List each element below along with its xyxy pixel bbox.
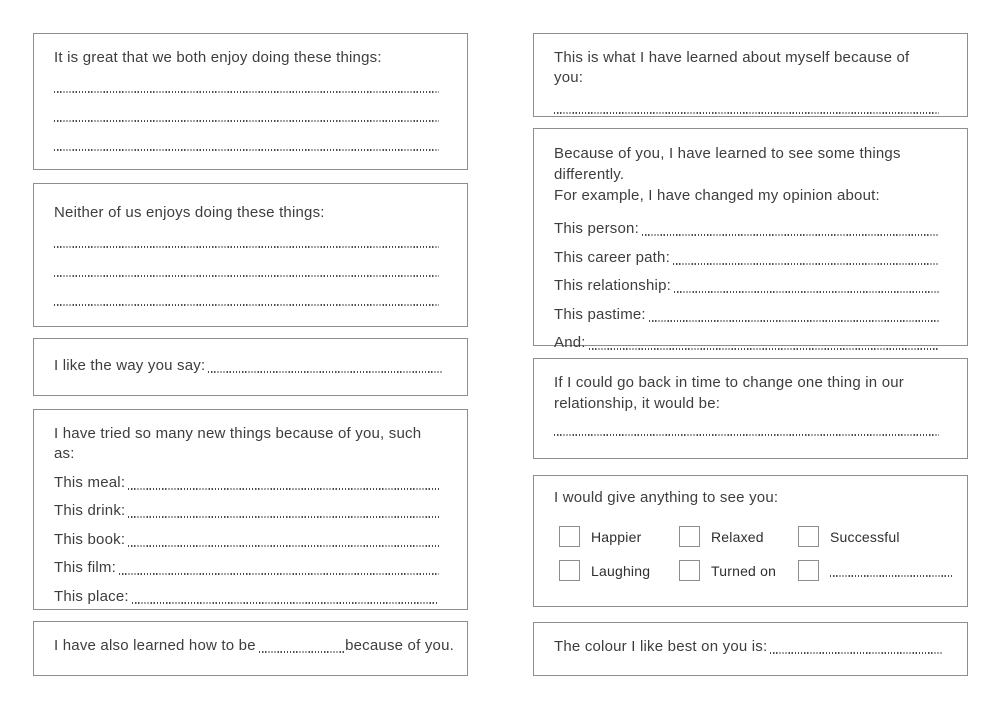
field-colour-best (554, 637, 942, 657)
options-grid (559, 526, 955, 581)
write-line[interactable] (589, 348, 939, 350)
checkbox-successful[interactable] (798, 526, 819, 547)
option-turned-on (679, 560, 798, 581)
write-line[interactable] (554, 112, 939, 114)
write-line[interactable] (649, 320, 939, 322)
option-relaxed (679, 526, 798, 547)
write-line[interactable] (132, 602, 439, 604)
option-happier (559, 526, 679, 547)
field-this-relationship (554, 276, 939, 296)
write-line[interactable] (54, 246, 439, 248)
write-line[interactable] (674, 291, 939, 293)
field-label: This meal: (54, 473, 126, 491)
checkbox-turned-on[interactable] (679, 560, 700, 581)
write-line[interactable] (554, 434, 939, 436)
prompt-go-back-in-time-line1: If I could go back in time to change one thing in our (554, 374, 904, 391)
option-other (798, 560, 955, 581)
field-this-drink (54, 501, 439, 521)
field-this-career-path (554, 248, 939, 268)
checkbox-laughing[interactable] (559, 560, 580, 581)
field-label: This pastime: (554, 305, 646, 323)
write-line[interactable] (54, 304, 439, 306)
prompt-learned-about-myself: This is what I have learned about myself because of you: (554, 49, 910, 86)
field-this-pastime (554, 305, 939, 325)
write-line[interactable] (54, 91, 439, 93)
prompt-colour-best: The colour I like best on you is: (554, 638, 768, 655)
prompt-give-anything: I would give anything to see you: (554, 489, 779, 506)
field-label: And: (554, 334, 586, 351)
field-this-meal (54, 473, 439, 493)
write-line[interactable] (642, 234, 939, 236)
field-this-book (54, 530, 439, 550)
field-label: This drink: (54, 502, 126, 519)
field-label: This relationship: (554, 277, 671, 294)
box-new-things-tried (33, 409, 468, 610)
prompt-neither-enjoys: Neither of us enjoys doing these things: (54, 204, 325, 221)
field-this-person (554, 219, 939, 239)
box-learned-how-to-be (33, 621, 468, 676)
field-this-place (54, 587, 439, 607)
box-way-you-say (33, 338, 468, 396)
box-go-back-in-time (533, 358, 968, 459)
option-laughing (559, 560, 679, 581)
field-label: This place: (54, 587, 129, 605)
box-colour-best-on-you (533, 622, 968, 676)
write-line[interactable] (259, 651, 345, 653)
prompt-go-back-in-time-line2: relationship, it would be: (554, 395, 721, 412)
field-this-film (54, 558, 439, 578)
field-label: This film: (54, 559, 116, 576)
prompt-way-you-say: I like the way you say: (54, 357, 206, 374)
write-line[interactable] (54, 275, 439, 277)
write-line[interactable] (128, 545, 439, 547)
field-learned-how-to-be (54, 636, 454, 656)
write-line[interactable] (54, 149, 439, 151)
write-line[interactable] (673, 263, 939, 265)
prompt-learned-how-to-be-before: I have also learned how to be (54, 637, 256, 654)
box-enjoy-together (33, 33, 468, 170)
prompt-changed-opinion-line2: For example, I have changed my opinion about: (554, 187, 880, 204)
checkbox-relaxed[interactable] (679, 526, 700, 547)
field-and (554, 333, 939, 353)
field-label: This book: (54, 530, 126, 548)
box-neither-enjoys (33, 183, 468, 327)
checkbox-happier[interactable] (559, 526, 580, 547)
write-line[interactable] (208, 371, 442, 373)
option-label: Happier (591, 529, 642, 545)
write-line[interactable] (770, 652, 942, 654)
prompt-new-things-tried: I have tried so many new things because of you, such as: (54, 425, 422, 462)
field-label: This person: (554, 220, 639, 237)
box-give-anything-to-see-you (533, 475, 968, 607)
box-changed-opinion (533, 128, 968, 351)
field-label: This career path: (554, 248, 670, 266)
prompt-changed-opinion-line1: Because of you, I have learned to see some things differently. (554, 145, 901, 183)
box-learned-about-myself (533, 33, 968, 117)
option-label: Turned on (711, 563, 777, 579)
option-label: Laughing (591, 563, 651, 579)
option-label: Successful (830, 529, 900, 545)
write-line[interactable] (128, 488, 439, 490)
option-successful (798, 526, 955, 547)
write-line[interactable] (119, 573, 439, 575)
prompt-learned-how-to-be-after: because of you. (345, 637, 454, 654)
write-line[interactable] (54, 120, 439, 122)
write-line-other[interactable] (830, 575, 953, 577)
field-way-you-say (54, 356, 442, 376)
write-line[interactable] (128, 516, 439, 518)
prompt-enjoy-together: It is great that we both enjoy doing these things: (54, 49, 382, 66)
checkbox-other[interactable] (798, 560, 819, 581)
option-label: Relaxed (711, 529, 764, 545)
